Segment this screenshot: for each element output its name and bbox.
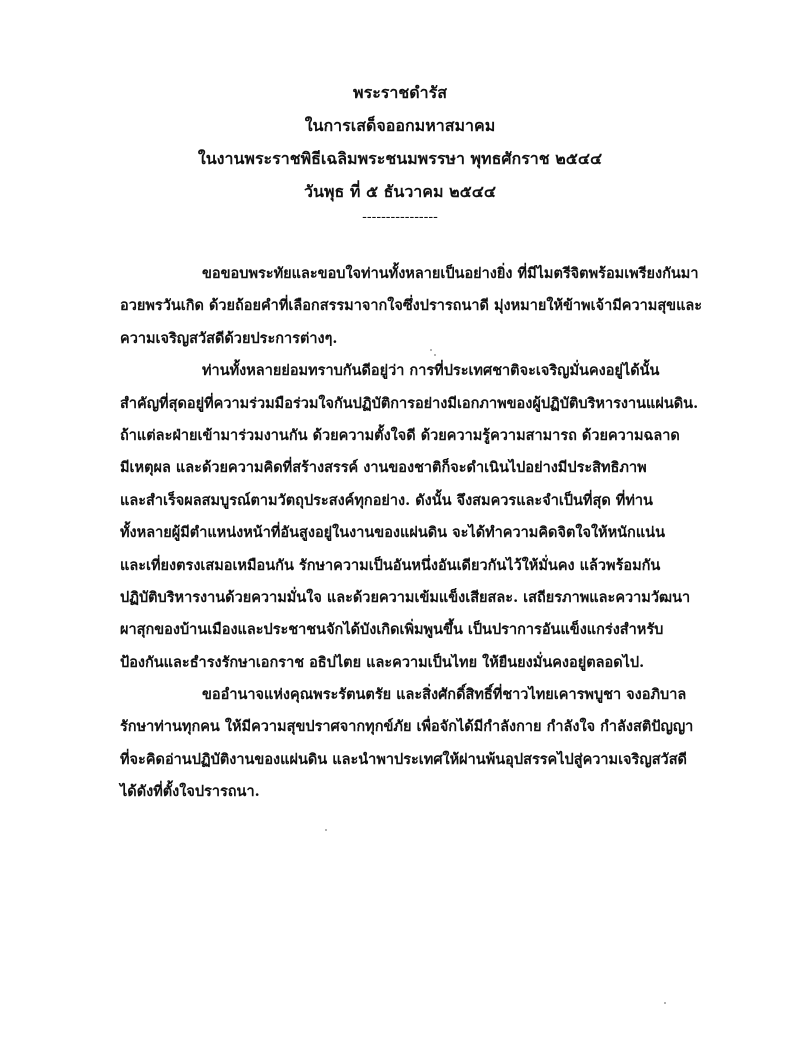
scan-speck: [430, 349, 432, 351]
paragraph-3-line-4: ได้ดังที่ตั้งใจปรารถนา.: [120, 783, 260, 801]
paragraph-2-line-10: ป้องกันและธำรงรักษาเอกราช อธิปไตย และความเป็นไทย ให้ยืนยงมั่นคงอยู่ตลอดไป.: [120, 653, 645, 671]
scan-speck: [664, 1002, 666, 1004]
scan-speck: [325, 829, 327, 831]
paragraph-2-line-1: ท่านทั้งหลายย่อมทราบกันดีอยู่ว่า การที่ประเทศชาติจะเจริญมั่นคงอยู่ได้นั้น: [202, 362, 660, 380]
paragraph-2-line-4: มีเหตุผล และด้วยความคิดที่สร้างสรรค์ งานของชาติก็จะดำเนินไปอย่างมีประสิทธิภาพ: [120, 459, 647, 477]
speech-title: พระราชดำรัส: [353, 83, 447, 102]
paragraph-2-line-5: และสำเร็จผลสมบูรณ์ตามวัตถุประสงค์ทุกอย่าง. ดังนั้น จึงสมควรและจำเป็นที่สุด ที่ท่าน: [120, 491, 653, 509]
paragraph-3-line-2: รักษาท่านทุกคน ให้มีความสุขปราศจากทุกข์ภัย เพื่อจักได้มีกำลังกาย กำลังใจ กำลังสติปัญญา: [120, 718, 694, 736]
paragraph-1-line-1: ขอขอบพระทัยและขอบใจท่านทั้งหลายเป็นอย่างยิ่ง ที่มีไมตรีจิตพร้อมเพรียงกันมา: [202, 265, 699, 282]
speech-occasion: ในการเสด็จออกมหาสมาคม: [304, 116, 496, 135]
paragraph-1-line-2: อวยพรวันเกิด ด้วยถ้อยคำที่เลือกสรรมาจากใจซึ่งปรารถนาดี มุ่งหมายให้ข้าพเจ้ามีความสุขและ: [120, 297, 703, 315]
paragraph-1-line-3: ความเจริญสวัสดีด้วยประการต่างๆ.: [120, 329, 338, 347]
paragraph-2-line-6: ทั้งหลายผู้มีตำแหน่งหน้าที่อันสูงอยู่ในงานของแผ่นดิน จะได้ทำความคิดจิตใจให้หนักแน่น: [120, 524, 666, 542]
speech-body: [120, 258, 703, 809]
speech-event: ในงานพระราชพิธีเฉลิมพระชนมพรรษา พุทธศักราช ๒๕๔๔: [197, 149, 603, 168]
paragraph-2-line-7: และเที่ยงตรงเสมอเหมือนกัน รักษาความเป็นอันหนึ่งอันเดียวกันไว้ให้มั่นคง แล้วพร้อมกัน: [120, 556, 661, 574]
paragraph-2-line-3: ถ้าแต่ละฝ่ายเข้ามาร่วมงานกัน ด้วยความตั้งใจดี ด้วยความรู้ความสามารถ ด้วยความฉลาด: [120, 426, 680, 444]
paragraph-2-line-9: ผาสุกของบ้านเมืองและประชาชนจักได้บังเกิดเพิ่มพูนขึ้น เป็นปราการอันแข็งแกร่งสำหรับ: [120, 621, 664, 639]
title-block: [0, 76, 800, 228]
title-separator: ----------------: [362, 209, 438, 225]
scan-speck: [434, 354, 436, 356]
speech-date: วันพุธ ที่ ๕ ธันวาคม ๒๕๔๔: [304, 182, 496, 201]
paragraph-3-line-1: ขออำนาจแห่งคุณพระรัตนตรัย และสิ่งศักดิ์สิทธิ์ที่ชาวไทยเคารพบูชา จงอภิบาล: [202, 686, 687, 704]
paragraph-3-line-3: ที่จะคิดอ่านปฏิบัติงานของแผ่นดิน และนำพาประเทศให้ผ่านพ้นอุปสรรคไปสู่ความเจริญสวัสดี: [120, 750, 687, 768]
paragraph-2-line-8: ปฏิบัติบริหารงานด้วยความมั่นใจ และด้วยความเข้มแข็งเสียสละ. เสถียรภาพและความวัฒนา: [120, 588, 691, 606]
paragraph-2-line-2: สำคัญที่สุดอยู่ที่ความร่วมมือร่วมใจกันปฏิบัติการอย่างมีเอกภาพของผู้ปฏิบัติบริหารงานแผ่นดิน.: [120, 394, 699, 412]
